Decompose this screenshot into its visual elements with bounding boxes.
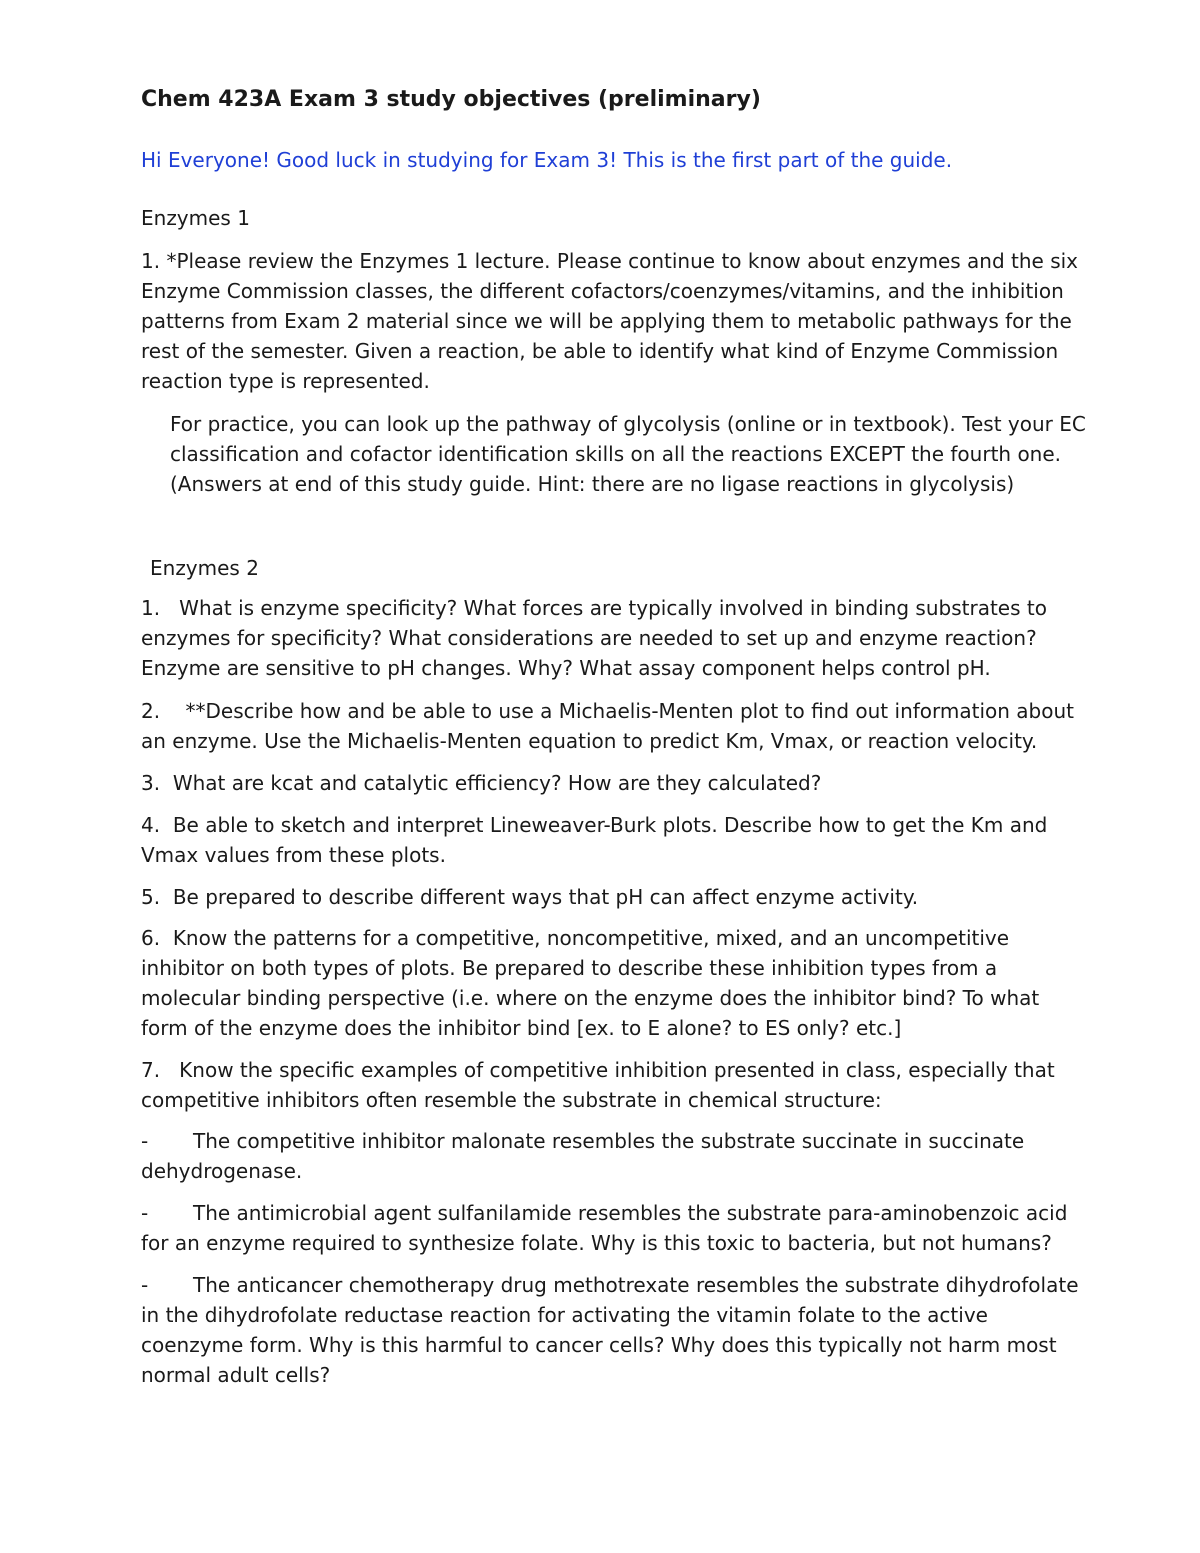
item-text: Be able to sketch and interpret Lineweaver-Burk plots. Describe how to get the Km and Vmax values from these plots.: [141, 813, 1048, 867]
greeting-text: Hi Everyone! Good luck in studying for Exam 3! This is the first part of the guide.: [141, 148, 953, 172]
item-number: 4.: [141, 813, 161, 837]
bullet-item: [141, 1270, 1086, 1390]
practice-note: For practice, you can look up the pathway of glycolysis (online or in textbook). Test your EC classification and cofactor identification skills on all the reactions EXCEPT the fourth one. (Answers at end of this study guide. Hint: there are no ligase reactions in glycolysis): [170, 412, 1086, 496]
bullet-dash: -: [141, 1129, 149, 1153]
list-item: [141, 246, 1086, 396]
list-item: [141, 593, 1086, 683]
list-item: [141, 810, 1086, 870]
bullet-item: [141, 1198, 1086, 1258]
item-number: 1.: [141, 596, 161, 620]
bullet-text: The competitive inhibitor malonate resembles the substrate succinate in succinate dehydrogenase.: [141, 1129, 1025, 1183]
item-text: What is enzyme specificity? What forces are typically involved in binding substrates to enzymes for specificity? What considerations are needed to set up and enzyme reaction? Enzyme are sensitive to pH changes. Why? What assay component helps control pH.: [141, 596, 1047, 680]
item-text: What are kcat and catalytic efficiency? How are they calculated?: [172, 771, 822, 795]
bullet-item: [141, 1126, 1086, 1186]
item-number: 5.: [141, 885, 161, 909]
bullet-text: The anticancer chemotherapy drug methotrexate resembles the substrate dihydrofolate in the dihydrofolate reductase reaction for activating the vitamin folate to the active coenzyme form. Why is this harmful to cancer cells? Why does this typically not harm most normal adult cells?: [141, 1273, 1079, 1387]
list-item: [141, 696, 1086, 756]
section-heading-enzymes-1: Enzymes 1: [141, 206, 250, 230]
list-item: [141, 1055, 1086, 1115]
item-number: 3.: [141, 771, 161, 795]
item-number: 6.: [141, 926, 161, 950]
list-item: [141, 768, 1086, 798]
item-text: Be prepared to describe different ways that pH can affect enzyme activity.: [172, 885, 919, 909]
document-title: Chem 423A Exam 3 study objectives (preliminary): [141, 87, 761, 112]
item-text: *Please review the Enzymes 1 lecture. Please continue to know about enzymes and the six Enzyme Commission classes, the different cofactors/coenzymes/vitamins, and the inhibition patterns from Exam 2 material since we will be applying them to metabolic pathways for the rest of the semester. Given a reaction, be able to identify what kind of Enzyme Commission reaction type is represented.: [141, 249, 1079, 393]
list-item: [141, 882, 1086, 912]
bullet-dash: -: [141, 1201, 149, 1225]
section-heading-enzymes-2: Enzymes 2: [150, 556, 259, 580]
item-text: Know the patterns for a competitive, noncompetitive, mixed, and an uncompetitive inhibitor on both types of plots. Be prepared to describe these inhibition types from a molecular binding perspective (i.e. where on the enzyme does the inhibitor bind? To what form of the enzyme does the inhibitor bind [ex. to E alone? to ES only? etc.]: [141, 926, 1040, 1040]
bullet-text: The antimicrobial agent sulfanilamide resembles the substrate para-aminobenzoic acid for an enzyme required to synthesize folate. Why is this toxic to bacteria, but not humans?: [141, 1201, 1068, 1255]
item-text: **Describe how and be able to use a Michaelis-Menten plot to find out information about an enzyme. Use the Michaelis-Menten equation to predict Km, Vmax, or reaction velocity.: [141, 699, 1074, 753]
list-item: [141, 923, 1086, 1043]
item-number: 7.: [141, 1058, 161, 1082]
bullet-dash: -: [141, 1273, 149, 1297]
item-number: 2.: [141, 699, 161, 723]
item-number: 1.: [141, 249, 161, 273]
item-text: Know the specific examples of competitive inhibition presented in class, especially that competitive inhibitors often resemble the substrate in chemical structure:: [141, 1058, 1055, 1112]
